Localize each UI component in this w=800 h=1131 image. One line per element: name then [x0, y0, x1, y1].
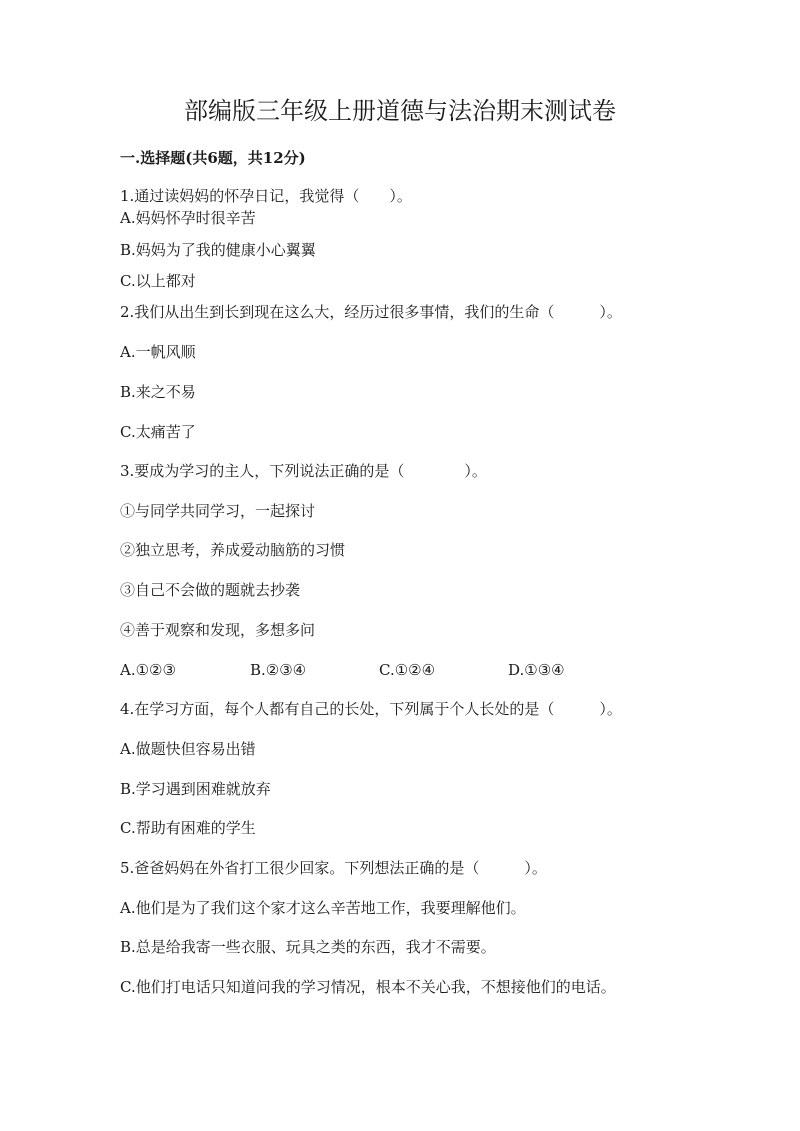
- question-3-options-row: [120, 659, 680, 681]
- section-heading: 一.选择题(共6题，共12分): [120, 149, 306, 167]
- question-5-option-c: C.他们打电话只知道问我的学习情况，根本不关心我，不想接他们的电话。: [120, 978, 616, 996]
- question-3-option-d: D.①③④: [508, 661, 565, 679]
- question-4-stem: 4.在学习方面，每个人都有自己的长处，下列属于个人长处的是（ ）。: [120, 700, 622, 718]
- question-2-option-a: A.一帆风顺: [120, 343, 196, 361]
- page-title: 部编版三年级上册道德与法治期末测试卷: [184, 97, 616, 125]
- question-3-statement-3: ③自己不会做的题就去抄袭: [120, 581, 301, 599]
- question-1-option-a: A.妈妈怀孕时很辛苦: [120, 209, 256, 227]
- question-2-option-c: C.太痛苦了: [120, 423, 196, 441]
- question-3-option-a: A.①②③: [120, 661, 176, 679]
- question-1-stem: 1.通过读妈妈的怀孕日记，我觉得（ ）。: [120, 187, 412, 205]
- question-3-option-c: C.①②④: [379, 661, 436, 679]
- question-5-option-a: A.他们是为了我们这个家才这么辛苦地工作，我要理解他们。: [120, 899, 526, 917]
- question-5-stem: 5.爸爸妈妈在外省打工很少回家。下列想法正确的是（ ）。: [120, 859, 547, 877]
- question-3-statement-4: ④善于观察和发现，多想多问: [120, 621, 316, 639]
- question-5-option-b: B.总是给我寄一些衣服、玩具之类的东西，我才不需要。: [120, 938, 496, 956]
- question-4-option-a: A.做题快但容易出错: [120, 740, 256, 758]
- question-2-stem: 2.我们从出生到长到现在这么大，经历过很多事情，我们的生命（ ）。: [120, 303, 622, 321]
- question-2-option-b: B.来之不易: [120, 383, 196, 401]
- question-1-option-b: B.妈妈为了我的健康小心翼翼: [120, 241, 316, 259]
- question-4-option-b: B.学习遇到困难就放弃: [120, 780, 271, 798]
- question-1-option-c: C.以上都对: [120, 272, 196, 290]
- question-3-statement-1: ①与同学共同学习，一起探讨: [120, 502, 316, 520]
- question-4-option-c: C.帮助有困难的学生: [120, 819, 256, 837]
- question-3-stem: 3.要成为学习的主人，下列说法正确的是（ ）。: [120, 462, 487, 480]
- question-3-statement-2: ②独立思考，养成爱动脑筋的习惯: [120, 541, 346, 559]
- question-3-option-b: B.②③④: [250, 661, 307, 679]
